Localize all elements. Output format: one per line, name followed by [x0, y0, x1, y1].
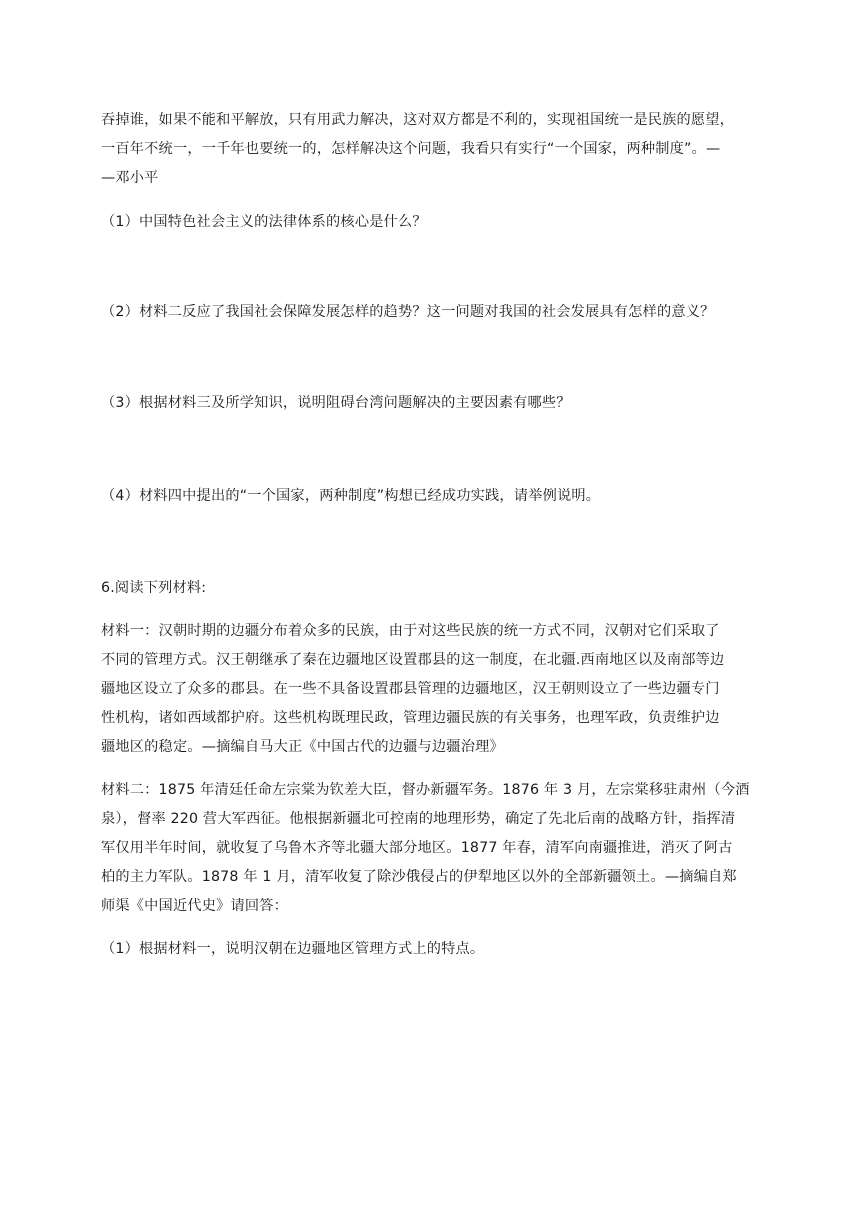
material-one-line: 不同的管理方式。汉王朝继承了秦在边疆地区设置郡县的这一制度，在北疆.西南地区以及南部等边 [101, 652, 725, 668]
question-6-1: （1）根据材料一，说明汉朝在边疆地区管理方式上的特点。 [101, 941, 485, 957]
quote-line: 吞掉谁，如果不能和平解放，只有用武力解决，这对双方都是不利的，实现祖国统一是民族的愿望， [101, 112, 735, 128]
material-two-line: 泉），督率 220 营大军西征。他根据新疆北可控南的地理形势，确定了先北后南的战略方针，指挥清 [101, 811, 736, 827]
material-two-paragraph [101, 776, 763, 921]
material-one-line: 疆地区设立了众多的郡县。在一些不具备设置郡县管理的边疆地区，汉王朝则设立了一些边疆专门 [101, 681, 720, 697]
quote-paragraph [101, 106, 763, 193]
quote-line: 一百年不统一，一千年也要统一的，怎样解决这个问题，我看只有实行“一个国家，两种制度”。— [101, 141, 721, 157]
section-heading: 6.阅读下列材料: [101, 580, 207, 596]
document-body [101, 106, 763, 964]
material-one-line: 疆地区的稳定。—摘编自马大正《中国古代的边疆与边疆治理》 [101, 739, 504, 755]
question-4: （4）材料四中提出的“一个国家，两种制度”构想已经成功实践，请举例说明。 [101, 488, 601, 504]
question-1: （1）中国特色社会主义的法律体系的核心是什么？ [101, 214, 427, 230]
material-one-line: 材料一：汉朝时期的边疆分布着众多的民族，由于对这些民族的统一方式不同，汉朝对它们采取了 [101, 623, 720, 639]
question-3: （3）根据材料三及所学知识，说明阻碍台湾问题解决的主要因素有哪些？ [101, 395, 571, 411]
material-two-line: 材料二：1875 年清廷任命左宗棠为钦差大臣，督办新疆军务。1876 年 3 月，左宗棠移驻肃州（今酒 [101, 782, 750, 798]
question-2: （2）材料二反应了我国社会保障发展怎样的趋势？这一问题对我国的社会发展具有怎样的意义？ [101, 304, 715, 320]
material-two-line: 师渠《中国近代史》请回答： [101, 898, 289, 914]
material-two-line: 柏的主力军队。1878 年 1 月，清军收复了除沙俄侵占的伊犁地区以外的全部新疆领土。—摘编自郑 [101, 869, 737, 885]
material-one-line: 性机构，诸如西域都护府。这些机构既理民政，管理边疆民族的有关事务，也理军政，负责维护边 [101, 710, 720, 726]
quote-line: —邓小平 [101, 170, 159, 186]
material-one-paragraph [101, 617, 763, 762]
material-two-line: 军仅用半年时间，就收复了乌鲁木齐等北疆大部分地区。1877 年春，清军向南疆推进，消灭了阿古 [101, 840, 733, 856]
